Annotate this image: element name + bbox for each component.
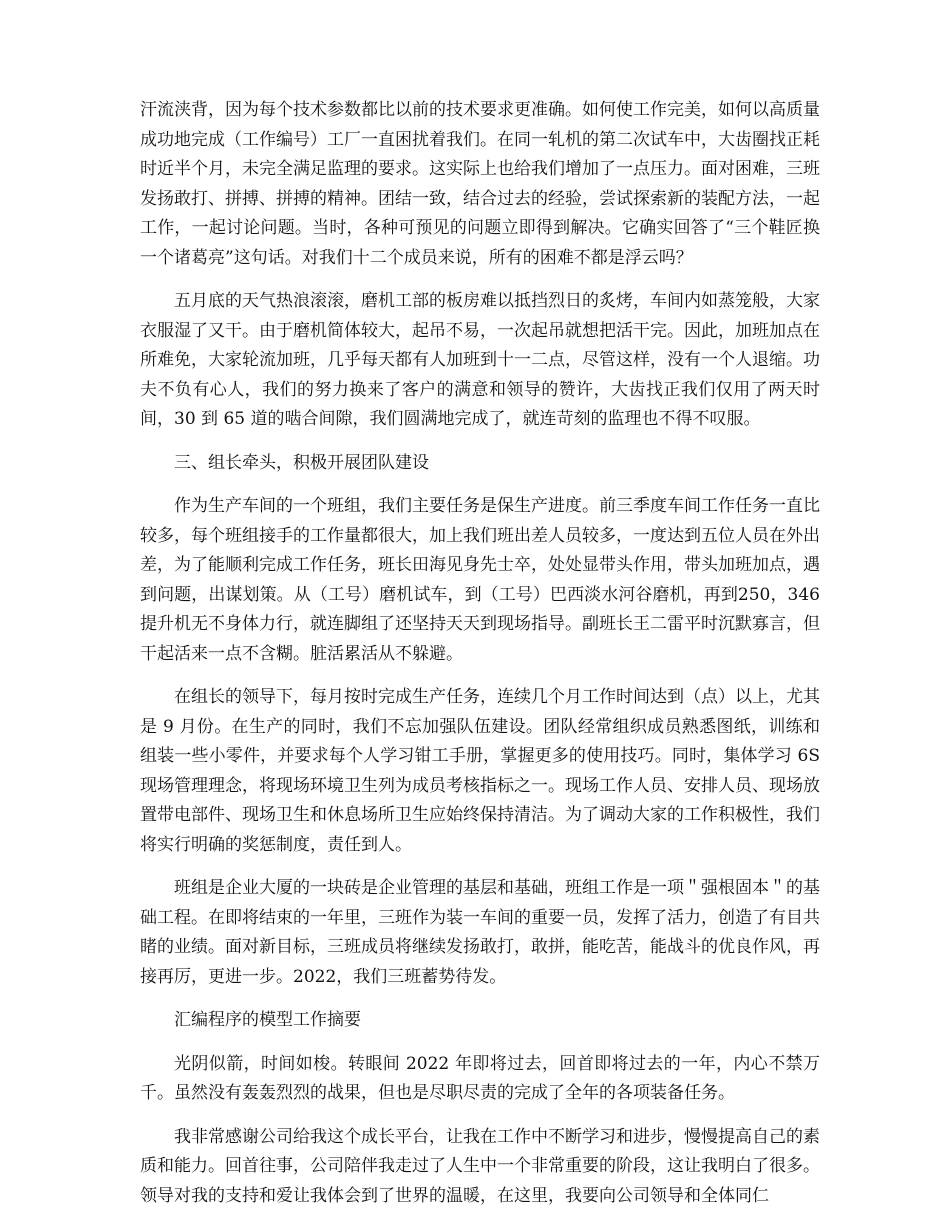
paragraph-2: 五月底的天气热浪滚滚，磨机工部的板房难以抵挡烈日的炙烤，车间内如蒸笼般，大家衣服湿了又干。由于磨机简体较大，起吊不易，一次起吊就想把活干完。因此，加班加点在所难免，大家轮流加班，几乎每天都有人加班到十一二点，尽管这样，没有一个人退缩。功夫不负有心人，我们的努力换来了客户的满意和领导的赞许，大齿找正我们仅用了两天时间，30 到 65 道的啮合间隙，我们圆满地完成了，就连苛刻的监理也不得不叹服。 xyxy=(140,291,820,429)
document-page xyxy=(140,96,820,1225)
section-heading-7: 汇编程序的模型工作摘要 xyxy=(174,1010,361,1030)
paragraph-5: 在组长的领导下，每月按时完成生产任务，连续几个月工作时间达到（点）以上，尤其是 9 月份。在生产的同时，我们不忘加强队伍建设。团队经常组织成员熟悉图纸，训练和组装一些小零件，并要求每个人学习钳工手册，掌握更多的使用技巧。同时，集体学习 6S 现场管理理念，将现场环境卫生列为成员考核指标之一。现场工作人员、安排人员、现场放置带电部件、现场卫生和休息场所卫生应始终保持清洁。为了调动大家的工作积极性，我们将实行明确的奖惩制度，责任到人。 xyxy=(140,687,820,855)
paragraph-9: 我非常感谢公司给我这个成长平台，让我在工作中不断学习和进步，慢慢提高自己的素质和能力。回首往事，公司陪伴我走过了人生中一个非常重要的阶段，这让我明白了很多。领导对我的支持和爱让我体会到了世界的温暖，在这里，我要向公司领导和全体同仁 xyxy=(140,1126,820,1206)
paragraph-6: 班组是企业大厦的一块砖是企业管理的基层和基础，班组工作是一项＂强根固本＂的基础工程。在即将结束的一年里，三班作为装一车间的重要一员，发挥了活力，创造了有目共睹的业绩。面对新目标，三班成员将继续发扬敢打，敢拼，能吃苦，能战斗的优良作风，再接再厉，更进一步。2022，我们三班蓄势待发。 xyxy=(140,878,820,987)
paragraph-1: 汗流浃背，因为每个技术参数都比以前的技术要求更准确。如何使工作完美，如何以高质量成功地完成（工作编号）工厂一直困扰着我们。在同一轧机的第二次试车中，大齿圈找正耗时近半个月，未完全满足监理的要求。这实际上也给我们增加了一点压力。面对困难，三班发扬敢打、拼搏、拼搏的精神。团结一致，结合过去的经验，尝试探索新的装配方法，一起工作，一起讨论问题。当时，各种可预见的问题立即得到解决。它确实回答了“三个鞋匠换一个诸葛亮”这句话。对我们十二个成员来说，所有的困难不都是浮云吗？ xyxy=(140,100,820,268)
paragraph-8: 光阴似箭，时间如梭。转眼间 2022 年即将过去，回首即将过去的一年，内心不禁万千。虽然没有轰轰烈烈的战果，但也是尽职尽责的完成了全年的各项装备任务。 xyxy=(140,1053,820,1103)
paragraph-4: 作为生产车间的一个班组，我们主要任务是保生产进度。前三季度车间工作任务一直比较多，每个班组接手的工作量都很大，加上我们班出差人员较多，一度达到五位人员在外出差，为了能顺利完成工作任务，班长田海见身先士卒，处处显带头作用，带头加班加点，遇到问题，出谋划策。从（工号）磨机试车，到（工号）巴西淡水河谷磨机，再到250，346 提升机无不身体力行，就连脚组了还坚持天天到现场指导。副班长王二雷平时沉默寡言，但干起活来一点不含糊。脏活累活从不躲避。 xyxy=(140,496,820,664)
section-heading-3: 三、组长牵头，积极开展团队建设 xyxy=(174,452,429,473)
